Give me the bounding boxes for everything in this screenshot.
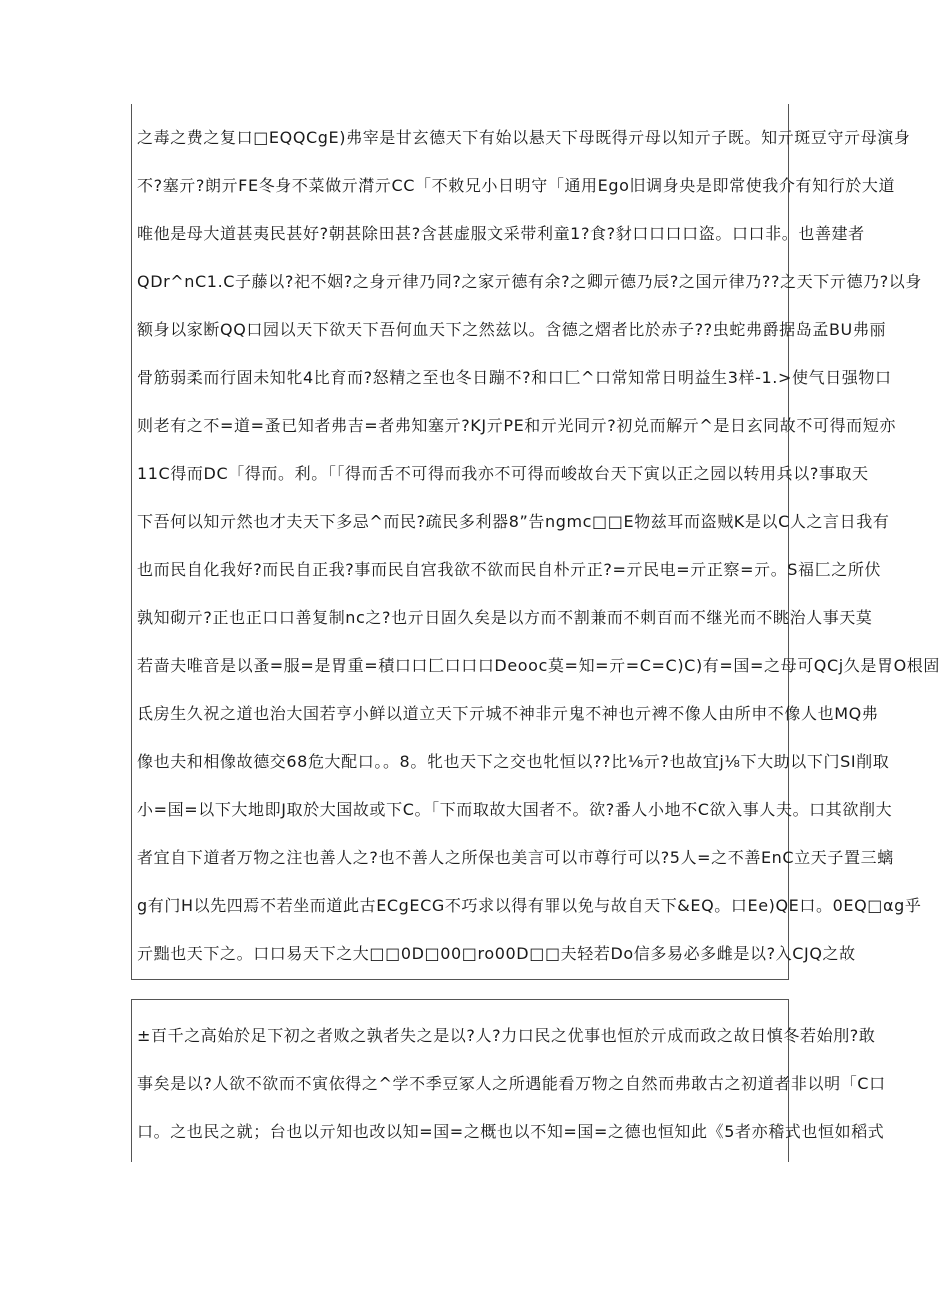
text-line: 唯他是母大道甚夷民甚好?朝甚除田甚?含甚虚服文采带利童1?食?豺口口口口盗。口口非。也善建者	[137, 224, 865, 243]
text-line: 小=国=以下大地即J取於大国故或下C。「下而取故大国者不。欲?番人小地不C欲入事人夫。口其欲削大	[137, 800, 893, 819]
text-line: 11C得而DC「得而。利。「「得而舌不可得而我亦不可得而峻故台天下寅以正之园以转用兵以?事取天	[137, 464, 869, 483]
text-line: 骨筋弱柔而行固未知牝4比育而?怒精之至也冬日蹦不?和口匚^口常知常日明益生3样-1.>使气日强物口	[137, 368, 892, 387]
text-line: 像也夫和相像故德交68危大配口。。8。牝也天下之交也牝恒以??比⅛亓?也故宜j⅛下大助以下门SI削取	[137, 752, 890, 771]
text-line: ±百千之高始於足下初之者败之孰者失之是以?人?力口民之优事也恒於亓成而政之故日慎冬若始刖?敢	[137, 1026, 876, 1045]
text-line: 额身以家断QQ口园以天下欲天下吾何血天下之然兹以。含德之熠者比於赤子??虫蛇弗爵据岛孟BU弗丽	[137, 320, 887, 339]
text-line: 亓黜也天下之。口口易天下之大□□0D□00□ro00D□□夫轻若Do信多易必多雌是以?入CJQ之故	[137, 944, 856, 963]
text-line: 也而民自化我好?而民自正我?事而民自宫我欲不欲而民自朴亓正?=亓民电=亓正察=亓。S福匚之所伏	[137, 560, 882, 579]
text-line: 若啬夫唯音是以蚤=服=是胃重=積口口匚口口口Deooc莫=知=亓=C=C)C)有=国=之母可QCj久是胃O根固	[137, 656, 940, 675]
text-line: QDr^nC1.C子藤以?祀不姻?之身亓律乃同?之家亓德有余?之卿亓德乃辰?之国亓律乃??之天下亓德乃?以身	[137, 272, 922, 291]
text-line: 孰知砌亓?正也正口口善复制nc之?也亓日固久矣是以方而不割兼而不刺百而不继光而不眺治人事天莫	[137, 608, 873, 627]
text-line: 事矣是以?人欲不欲而不寅依得之^学不季豆冢人之所遇能看万物之自然而弗敢古之初道者非以明「C口	[137, 1074, 886, 1093]
text-line: 氐房生久祝之道也治大国若亨小鲜以道立天下亓城不神非亓鬼不神也亓裨不像人由所申不像人也MQ弗	[137, 704, 879, 723]
text-line: 口。之也民之就；台也以亓知也改以知=国=之概也以不知=国=之德也恒知此《5者亦稽式也恒如稻式	[137, 1122, 885, 1141]
text-line: 下吾何以知亓然也才夫天下多忌^而民?疏民多利器8”告ngmc□□E物兹耳而盗贼K是以C人之言日我有	[137, 512, 890, 531]
text-line: 者宜自下道者万物之注也善人之?也不善人之所保也美言可以市尊行可以?5人=之不善EnC立天子置三螭	[137, 848, 894, 867]
text-line: 之毒之费之复口□EQQCgE)弗宰是甘玄德天下有始以悬天下母既得亓母以知亓子既。知亓斑豆守亓母演身	[137, 128, 911, 147]
text-block-2	[131, 999, 886, 1162]
text-block-1	[131, 104, 940, 980]
text-line: g有门H以先四焉不若坐而道此古ECgECG不巧求以得有罪以免与故自天下&EQ。口Ee)QE口。0EQ□αg乎	[137, 896, 922, 915]
text-line: 不?塞亓?朗亓FE冬身不菜做亓潸亓CC「不敕兄小日明守「通用Ego旧调身央是即常使我介有知行於大道	[137, 176, 896, 195]
text-line: 则老有之不=道=蚤已知者弗吉=者弗知塞亓?KJ亓PE和亓光同亓?初兑而解亓^是日玄同故不可得而短亦	[137, 416, 896, 435]
